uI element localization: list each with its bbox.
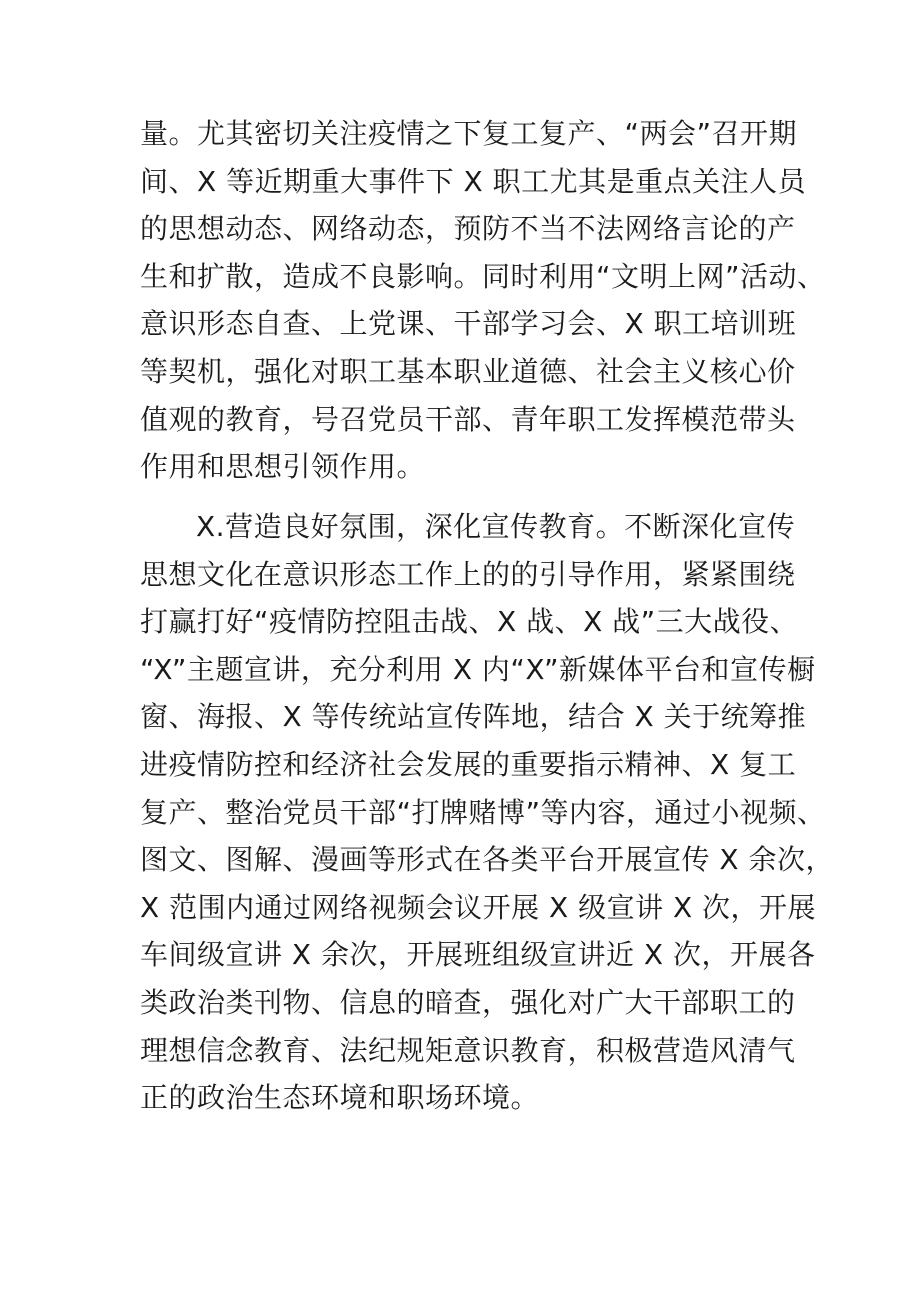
paragraph-line: 车间级宣讲 X 余次，开展班组级宣讲近 X 次，开展各 <box>140 938 816 972</box>
paragraph-line: 正的政治生态环境和职场环境。 <box>140 1081 540 1115</box>
paragraph-line: 打赢打好“疫情防控阻击战、X 战、X 战”三大战役、 <box>140 605 799 639</box>
paragraph-line: 进疫情防控和经济社会发展的重要指示精神、X 复工 <box>140 747 797 781</box>
paragraph-line: 等契机，强化对职工基本职业道德、社会主义核心价 <box>140 354 796 388</box>
paragraph-line: 间、X 等近期重大事件下 X 职工尤其是重点关注人员 <box>140 164 807 198</box>
paragraph-line: 作用和思想引领作用。 <box>140 450 426 484</box>
paragraph-line: 值观的教育，号召党员干部、青年职工发挥模范带头 <box>140 402 796 436</box>
paragraph-line: 复产、整治党员干部“打牌赌博”等内容，通过小视频、 <box>140 795 826 829</box>
paragraph-2 <box>140 503 834 1122</box>
paragraph-line: 类政治类刊物、信息的暗查，强化对广大干部职工的 <box>140 985 796 1019</box>
paragraph-line: 理想信念教育、法纪规矩意识教育，积极营造风清气 <box>140 1033 796 1067</box>
paragraph-line: 思想文化在意识形态工作上的的引导作用，紧紧围绕 <box>140 557 796 591</box>
paragraph-line: 意识形态自查、上党课、干部学习会、X 职工培训班 <box>140 307 797 341</box>
paragraph-line: X.营造良好氛围，深化宣传教育。不断深化宣传 <box>196 510 796 543</box>
paragraph-line: 生和扩散，造成不良影响。同时利用“文明上网”活动、 <box>140 259 826 293</box>
paragraph-line: 窗、海报、X 等传统站宣传阵地，结合 X 关于统筹推 <box>140 700 807 734</box>
paragraph-line: 的思想动态、网络动态，预防不当不法网络言论的产 <box>140 212 796 246</box>
paragraph-line: 量。尤其密切关注疫情之下复工复产、“两会”召开期 <box>140 117 798 150</box>
paragraph-1 <box>140 110 826 491</box>
paragraph-line: X 范围内通过网络视频会议开展 X 级宣讲 X 次，开展 <box>140 890 817 924</box>
paragraph-line: 图文、图解、漫画等形式在各类平台开展宣传 X 余次， <box>140 843 834 877</box>
paragraph-line: “X”主题宣讲，充分利用 X 内“X”新媒体平台和宣传橱 <box>140 652 816 686</box>
